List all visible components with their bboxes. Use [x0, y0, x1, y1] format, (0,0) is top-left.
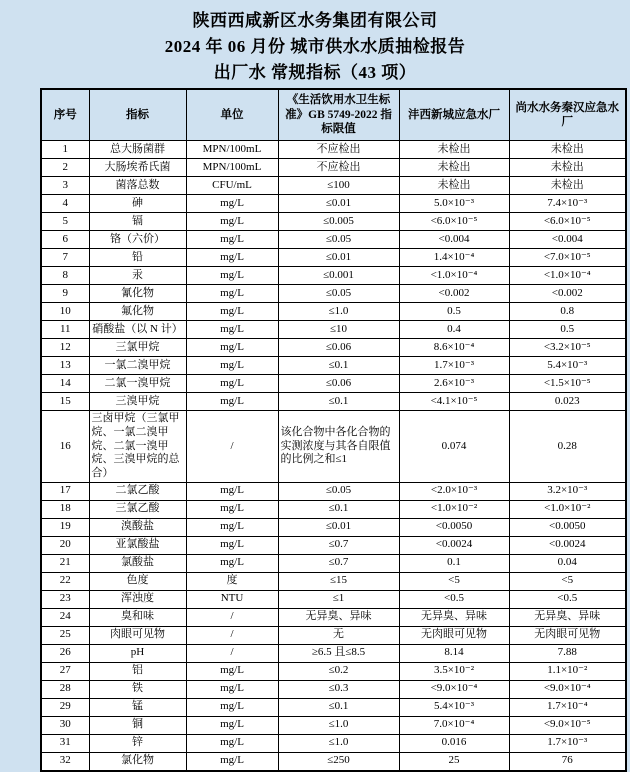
cell-shangshui-value: 7.4×10⁻³: [509, 195, 626, 213]
cell-limit: ≤1.0: [278, 734, 399, 752]
cell-indicator: 总大肠菌群: [89, 141, 186, 159]
cell-limit: ≤0.005: [278, 213, 399, 231]
cell-fengxi-value: 0.4: [399, 321, 509, 339]
cell-unit: mg/L: [186, 734, 278, 752]
cell-seq: 2: [41, 159, 89, 177]
cell-seq: 19: [41, 518, 89, 536]
cell-indicator: 镉: [89, 213, 186, 231]
cell-shangshui-value: 76: [509, 752, 626, 771]
cell-unit: mg/L: [186, 482, 278, 500]
cell-shangshui-value: <9.0×10⁻⁵: [509, 716, 626, 734]
table-row: [41, 177, 626, 195]
cell-shangshui-value: 无肉眼可见物: [509, 626, 626, 644]
table-row: [41, 698, 626, 716]
cell-limit: ≤0.1: [278, 698, 399, 716]
cell-seq: 29: [41, 698, 89, 716]
cell-fengxi-value: 无肉眼可见物: [399, 626, 509, 644]
report-title: 2024 年 06 月份 城市供水水质抽检报告: [164, 37, 466, 56]
cell-indicator: 铁: [89, 680, 186, 698]
cell-indicator: 臭和味: [89, 608, 186, 626]
cell-unit: mg/L: [186, 249, 278, 267]
cell-fengxi-value: <0.002: [399, 285, 509, 303]
cell-shangshui-value: 0.5: [509, 321, 626, 339]
cell-indicator: 氯酸盐: [89, 554, 186, 572]
cell-shangshui-value: 1.7×10⁻⁴: [509, 698, 626, 716]
cell-shangshui-value: 1.7×10⁻³: [509, 734, 626, 752]
cell-limit: 不应检出: [278, 141, 399, 159]
table-row: [41, 572, 626, 590]
cell-limit: ≤0.01: [278, 195, 399, 213]
cell-indicator: 三氯乙酸: [89, 500, 186, 518]
table-row: [41, 267, 626, 285]
cell-limit: 不应检出: [278, 159, 399, 177]
cell-indicator: 大肠埃希氏菌: [89, 159, 186, 177]
cell-indicator: 三卤甲烷（三氯甲烷、一氯二溴甲烷、二氯一溴甲烷、三溴甲烷的总合）: [89, 411, 186, 483]
cell-fengxi-value: 1.7×10⁻³: [399, 357, 509, 375]
cell-indicator: 氯化物: [89, 752, 186, 771]
cell-fengxi-value: 0.074: [399, 411, 509, 483]
cell-seq: 17: [41, 482, 89, 500]
cell-limit: ≤250: [278, 752, 399, 771]
table-row: [41, 518, 626, 536]
cell-seq: 12: [41, 339, 89, 357]
cell-unit: mg/L: [186, 267, 278, 285]
cell-seq: 3: [41, 177, 89, 195]
cell-seq: 21: [41, 554, 89, 572]
cell-seq: 11: [41, 321, 89, 339]
cell-fengxi-value: <6.0×10⁻⁵: [399, 213, 509, 231]
cell-fengxi-value: <0.0050: [399, 518, 509, 536]
cell-unit: mg/L: [186, 680, 278, 698]
cell-indicator: 肉眼可见物: [89, 626, 186, 644]
cell-seq: 6: [41, 231, 89, 249]
table-row: [41, 231, 626, 249]
cell-shangshui-value: <9.0×10⁻⁴: [509, 680, 626, 698]
cell-shangshui-value: <3.2×10⁻⁵: [509, 339, 626, 357]
cell-shangshui-value: <5: [509, 572, 626, 590]
column-header-limit: 《生活饮用水卫生标准》GB 5749-2022 指标限值: [278, 89, 399, 141]
cell-indicator: 一氯二溴甲烷: [89, 357, 186, 375]
table-row: [41, 195, 626, 213]
cell-shangshui-value: 0.8: [509, 303, 626, 321]
cell-unit: mg/L: [186, 339, 278, 357]
table-row: [41, 482, 626, 500]
cell-unit: mg/L: [186, 321, 278, 339]
cell-seq: 30: [41, 716, 89, 734]
cell-unit: MPN/100mL: [186, 141, 278, 159]
cell-seq: 4: [41, 195, 89, 213]
column-header-no: 序号: [41, 89, 89, 141]
cell-indicator: 菌落总数: [89, 177, 186, 195]
cell-indicator: 铅: [89, 249, 186, 267]
cell-indicator: 铬（六价）: [89, 231, 186, 249]
cell-indicator: 三氯甲烷: [89, 339, 186, 357]
cell-indicator: 铜: [89, 716, 186, 734]
cell-shangshui-value: 7.88: [509, 644, 626, 662]
cell-limit: ≤0.06: [278, 375, 399, 393]
cell-indicator: 三溴甲烷: [89, 393, 186, 411]
cell-seq: 27: [41, 662, 89, 680]
cell-indicator: 铝: [89, 662, 186, 680]
cell-limit: ≤1: [278, 590, 399, 608]
cell-limit: ≤0.7: [278, 554, 399, 572]
cell-indicator: 色度: [89, 572, 186, 590]
cell-unit: mg/L: [186, 716, 278, 734]
table-row: [41, 716, 626, 734]
cell-indicator: 二氯乙酸: [89, 482, 186, 500]
cell-limit: 该化合物中各化合物的实测浓度与其各自限值的比例之和≤1: [278, 411, 399, 483]
cell-seq: 31: [41, 734, 89, 752]
cell-shangshui-value: <0.0050: [509, 518, 626, 536]
cell-unit: NTU: [186, 590, 278, 608]
cell-seq: 5: [41, 213, 89, 231]
cell-limit: ≤0.1: [278, 393, 399, 411]
cell-seq: 8: [41, 267, 89, 285]
cell-shangshui-value: <1.0×10⁻⁴: [509, 267, 626, 285]
cell-fengxi-value: <1.0×10⁻²: [399, 500, 509, 518]
cell-limit: ≤0.01: [278, 249, 399, 267]
table-row: [41, 339, 626, 357]
cell-shangshui-value: 0.023: [509, 393, 626, 411]
table-row: [41, 554, 626, 572]
header-row: [41, 89, 626, 141]
cell-indicator: 亚氯酸盐: [89, 536, 186, 554]
cell-indicator: 浑浊度: [89, 590, 186, 608]
cell-seq: 18: [41, 500, 89, 518]
cell-fengxi-value: 7.0×10⁻⁴: [399, 716, 509, 734]
table-row: [41, 357, 626, 375]
cell-fengxi-value: <9.0×10⁻⁴: [399, 680, 509, 698]
cell-shangshui-value: 5.4×10⁻³: [509, 357, 626, 375]
cell-seq: 28: [41, 680, 89, 698]
cell-fengxi-value: <0.004: [399, 231, 509, 249]
cell-shangshui-value: 0.28: [509, 411, 626, 483]
cell-seq: 20: [41, 536, 89, 554]
cell-fengxi-value: 未检出: [399, 177, 509, 195]
cell-seq: 32: [41, 752, 89, 771]
cell-limit: ≥6.5 且≤8.5: [278, 644, 399, 662]
cell-seq: 14: [41, 375, 89, 393]
cell-unit: mg/L: [186, 554, 278, 572]
cell-indicator: 汞: [89, 267, 186, 285]
company-title: 陕西西咸新区水务集团有限公司: [192, 11, 438, 30]
cell-fengxi-value: <1.0×10⁻⁴: [399, 267, 509, 285]
cell-shangshui-value: 0.04: [509, 554, 626, 572]
cell-seq: 25: [41, 626, 89, 644]
cell-fengxi-value: 未检出: [399, 141, 509, 159]
cell-limit: ≤0.1: [278, 357, 399, 375]
cell-shangshui-value: <6.0×10⁻⁵: [509, 213, 626, 231]
cell-unit: mg/L: [186, 393, 278, 411]
cell-unit: mg/L: [186, 518, 278, 536]
column-header-unit: 单位: [186, 89, 278, 141]
cell-shangshui-value: <1.5×10⁻⁵: [509, 375, 626, 393]
cell-unit: mg/L: [186, 500, 278, 518]
cell-fengxi-value: 0.1: [399, 554, 509, 572]
cell-fengxi-value: 1.4×10⁻⁴: [399, 249, 509, 267]
cell-limit: ≤100: [278, 177, 399, 195]
cell-indicator: 溴酸盐: [89, 518, 186, 536]
table-row: [41, 393, 626, 411]
cell-indicator: 锰: [89, 698, 186, 716]
cell-seq: 23: [41, 590, 89, 608]
cell-fengxi-value: 25: [399, 752, 509, 771]
table-row: [41, 249, 626, 267]
cell-fengxi-value: 0.016: [399, 734, 509, 752]
cell-seq: 1: [41, 141, 89, 159]
cell-limit: ≤0.7: [278, 536, 399, 554]
cell-seq: 15: [41, 393, 89, 411]
table-row: [41, 680, 626, 698]
cell-limit: ≤1.0: [278, 716, 399, 734]
table-row: [41, 500, 626, 518]
table-row: [41, 590, 626, 608]
cell-shangshui-value: 未检出: [509, 177, 626, 195]
cell-limit: ≤1.0: [278, 303, 399, 321]
section-title: 出厂水 常规指标（43 项）: [213, 63, 417, 82]
cell-unit: MPN/100mL: [186, 159, 278, 177]
cell-unit: 度: [186, 572, 278, 590]
cell-limit: ≤15: [278, 572, 399, 590]
table-row: [41, 321, 626, 339]
cell-seq: 10: [41, 303, 89, 321]
table-row: [41, 285, 626, 303]
table-row: [41, 141, 626, 159]
cell-limit: ≤0.01: [278, 518, 399, 536]
cell-indicator: 硝酸盐（以 N 计）: [89, 321, 186, 339]
cell-unit: mg/L: [186, 231, 278, 249]
cell-unit: mg/L: [186, 752, 278, 771]
cell-shangshui-value: 未检出: [509, 159, 626, 177]
cell-fengxi-value: 8.14: [399, 644, 509, 662]
cell-indicator: 氰化物: [89, 285, 186, 303]
cell-fengxi-value: 3.5×10⁻²: [399, 662, 509, 680]
cell-shangshui-value: 无异臭、异味: [509, 608, 626, 626]
cell-shangshui-value: 3.2×10⁻³: [509, 482, 626, 500]
cell-fengxi-value: <2.0×10⁻³: [399, 482, 509, 500]
cell-limit: ≤0.2: [278, 662, 399, 680]
table-row: [41, 375, 626, 393]
cell-fengxi-value: <4.1×10⁻⁵: [399, 393, 509, 411]
cell-unit: mg/L: [186, 303, 278, 321]
cell-limit: ≤0.05: [278, 285, 399, 303]
cell-limit: ≤0.05: [278, 231, 399, 249]
cell-fengxi-value: 2.6×10⁻³: [399, 375, 509, 393]
report-title-block: [0, 0, 630, 86]
cell-unit: /: [186, 608, 278, 626]
cell-seq: 26: [41, 644, 89, 662]
cell-unit: /: [186, 626, 278, 644]
cell-seq: 7: [41, 249, 89, 267]
table-row: [41, 662, 626, 680]
cell-unit: mg/L: [186, 375, 278, 393]
cell-shangshui-value: <1.0×10⁻²: [509, 500, 626, 518]
cell-limit: ≤0.001: [278, 267, 399, 285]
cell-indicator: pH: [89, 644, 186, 662]
table-row: [41, 411, 626, 483]
cell-fengxi-value: <0.0024: [399, 536, 509, 554]
cell-fengxi-value: 5.4×10⁻³: [399, 698, 509, 716]
table-row: [41, 626, 626, 644]
cell-shangshui-value: <0.0024: [509, 536, 626, 554]
table-row: [41, 303, 626, 321]
cell-unit: mg/L: [186, 285, 278, 303]
cell-fengxi-value: 8.6×10⁻⁴: [399, 339, 509, 357]
cell-seq: 9: [41, 285, 89, 303]
cell-seq: 24: [41, 608, 89, 626]
cell-fengxi-value: <5: [399, 572, 509, 590]
cell-unit: mg/L: [186, 195, 278, 213]
cell-limit: 无: [278, 626, 399, 644]
table-row: [41, 213, 626, 231]
cell-fengxi-value: 5.0×10⁻³: [399, 195, 509, 213]
cell-unit: mg/L: [186, 662, 278, 680]
table-row: [41, 752, 626, 771]
cell-indicator: 二氯一溴甲烷: [89, 375, 186, 393]
table-row: [41, 608, 626, 626]
cell-fengxi-value: 无异臭、异味: [399, 608, 509, 626]
cell-seq: 22: [41, 572, 89, 590]
cell-limit: ≤0.1: [278, 500, 399, 518]
column-header-fengxi-plant: 沣西新城应急水厂: [399, 89, 509, 141]
cell-limit: ≤10: [278, 321, 399, 339]
cell-indicator: 氟化物: [89, 303, 186, 321]
column-header-shangshui-plant: 尚水水务秦汉应急水厂: [509, 89, 626, 141]
cell-limit: 无异臭、异味: [278, 608, 399, 626]
table-body: [41, 141, 626, 771]
cell-unit: mg/L: [186, 698, 278, 716]
cell-indicator: 砷: [89, 195, 186, 213]
cell-indicator: 锌: [89, 734, 186, 752]
cell-seq: 16: [41, 411, 89, 483]
cell-limit: ≤0.05: [278, 482, 399, 500]
cell-unit: /: [186, 644, 278, 662]
cell-fengxi-value: 0.5: [399, 303, 509, 321]
cell-shangshui-value: 1.1×10⁻²: [509, 662, 626, 680]
column-header-indicator: 指标: [89, 89, 186, 141]
cell-shangshui-value: <7.0×10⁻⁵: [509, 249, 626, 267]
cell-shangshui-value: <0.004: [509, 231, 626, 249]
cell-unit: mg/L: [186, 357, 278, 375]
cell-shangshui-value: 未检出: [509, 141, 626, 159]
cell-seq: 13: [41, 357, 89, 375]
table-row: [41, 536, 626, 554]
cell-shangshui-value: <0.002: [509, 285, 626, 303]
cell-unit: /: [186, 411, 278, 483]
cell-shangshui-value: <0.5: [509, 590, 626, 608]
cell-unit: mg/L: [186, 536, 278, 554]
cell-limit: ≤0.06: [278, 339, 399, 357]
cell-limit: ≤0.3: [278, 680, 399, 698]
table-row: [41, 734, 626, 752]
water-quality-table: [40, 88, 627, 772]
cell-fengxi-value: <0.5: [399, 590, 509, 608]
table-row: [41, 644, 626, 662]
cell-unit: CFU/mL: [186, 177, 278, 195]
cell-fengxi-value: 未检出: [399, 159, 509, 177]
cell-unit: mg/L: [186, 213, 278, 231]
table-row: [41, 159, 626, 177]
